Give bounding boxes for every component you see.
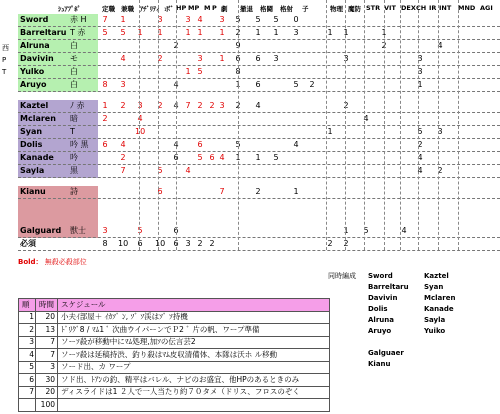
row-value: 1	[381, 28, 387, 37]
party-member	[368, 338, 428, 349]
party-column-1	[368, 272, 428, 371]
row-divider	[18, 250, 500, 251]
col-divider	[326, 0, 327, 250]
table-row	[0, 139, 500, 152]
row-value: 1	[343, 226, 349, 235]
row-job: 白	[70, 41, 78, 50]
row-value: 10	[118, 239, 129, 248]
schedule-time: 20	[45, 312, 55, 321]
row-value: 4	[173, 140, 179, 149]
hdr-17: STR	[366, 4, 381, 12]
schedule-row	[19, 336, 329, 349]
row-value: 3	[185, 239, 191, 248]
schedule-text: ソーｿ殺は延稿持渋、釣り殺はﾏﾑ皮収清備体、本隊は沃ホ ル移動	[61, 349, 278, 359]
row-name: Mclaren	[20, 114, 56, 123]
row-job: 暗	[70, 114, 78, 123]
row-value: 3	[219, 15, 225, 24]
hdr-8: P	[212, 4, 217, 12]
col-divider	[438, 0, 439, 250]
row-value: 2	[381, 41, 387, 50]
row-value: 3	[120, 80, 126, 89]
schedule-time: 30	[45, 374, 55, 384]
row-name: Syan	[20, 127, 43, 136]
hdr-15: 物理	[330, 5, 343, 13]
schedule-row	[19, 311, 329, 324]
schedule-text: ディスライドは1 ２人で一人当たり約７０タメ（ドリス、フロスのぞく	[61, 387, 300, 396]
schedule-order: 6	[29, 374, 34, 384]
row-value: 1	[273, 28, 279, 37]
row-value: 6	[173, 226, 179, 235]
party-label: 同時編成	[328, 272, 356, 280]
row-job: 白	[70, 80, 78, 89]
row-value: 2	[120, 153, 126, 162]
row-value: 2	[209, 239, 215, 248]
col-divider	[158, 0, 159, 250]
side-label-1: 西	[2, 44, 9, 52]
party-member: Dolis	[368, 305, 388, 313]
row-value: 3	[102, 226, 108, 235]
party-member: Yuiko	[424, 327, 446, 335]
row-value: 6	[197, 140, 203, 149]
row-value: 6	[209, 153, 215, 162]
row-value: 5	[197, 153, 203, 162]
row-value: 5	[363, 226, 369, 235]
row-value: 8	[235, 67, 241, 76]
party-member: Syan	[424, 283, 444, 291]
hdr-5: HP	[176, 4, 187, 12]
row-value: 3	[293, 28, 299, 37]
row-value: 3	[137, 101, 143, 110]
row-value: 3	[157, 15, 163, 24]
row-value: 1	[327, 127, 333, 136]
schedule-text: 小夫ｲ部屋＋ ｲｶｿﾞ ﾝ, ｿﾞ ｿ渓はｿﾞ ｿ持機	[61, 312, 188, 321]
row-value: 2	[309, 80, 315, 89]
row-value: 5	[255, 15, 261, 24]
row-job: 詩	[70, 187, 78, 196]
party-member: Sword	[368, 272, 393, 280]
row-divider	[18, 91, 500, 92]
table-row	[0, 66, 500, 79]
row-value: 4	[417, 153, 423, 162]
row-value: 5	[293, 80, 299, 89]
bold-note	[18, 258, 87, 267]
row-job: 赤 H	[70, 15, 87, 24]
table-row	[0, 152, 500, 165]
row-value: 1	[185, 67, 191, 76]
row-value: 2	[235, 28, 241, 37]
row-job: ﾉ 赤	[70, 101, 85, 110]
table-row	[0, 100, 500, 113]
row-job: 黒	[70, 166, 78, 175]
row-value: 1	[327, 28, 333, 37]
row-name: Aruyo	[20, 80, 47, 89]
row-value: 5	[273, 15, 279, 24]
schedule-order: 5	[29, 362, 34, 371]
row-value: 3	[417, 67, 423, 76]
schedule-row	[19, 399, 329, 411]
row-value: 6	[137, 239, 143, 248]
row-job: 吟	[70, 153, 78, 162]
row-value: 8	[102, 239, 108, 248]
row-job: 白	[70, 67, 78, 76]
row-value: 4	[417, 166, 423, 175]
schedule-header-order: 順	[22, 300, 30, 309]
row-value: 1	[235, 80, 241, 89]
row-value: 2	[157, 101, 163, 110]
row-divider	[18, 198, 500, 199]
row-value: 4	[173, 80, 179, 89]
row-value: 2	[343, 239, 349, 248]
row-value: 5	[273, 153, 279, 162]
table-row	[0, 53, 500, 66]
table-row	[0, 165, 500, 178]
row-name: Barreltaru	[20, 28, 67, 37]
row-value: 6	[157, 187, 163, 196]
row-value: 7	[219, 187, 225, 196]
col-divider	[384, 0, 385, 250]
row-value: 9	[235, 41, 241, 50]
row-job: 獣士	[70, 226, 86, 235]
row-value: 1	[102, 101, 108, 110]
schedule-time: 7	[50, 349, 55, 359]
side-label-2: P	[2, 56, 7, 64]
row-value: 6	[173, 239, 179, 248]
row-value: 5	[102, 28, 108, 37]
row-value: 0	[293, 15, 299, 24]
schedule-row	[19, 361, 329, 374]
row-value: 2	[120, 101, 126, 110]
row-value: 4	[120, 140, 126, 149]
schedule-order: 1	[29, 312, 34, 321]
hdr-1: 定職	[102, 5, 115, 13]
col-divider	[176, 0, 177, 250]
schedule-table	[18, 298, 330, 412]
row-value: 3	[197, 54, 203, 63]
row-value: 6	[255, 54, 261, 63]
row-value: 4	[401, 226, 407, 235]
row-value: 3	[273, 54, 279, 63]
side-label-3: T	[2, 68, 7, 76]
row-value: 6	[173, 153, 179, 162]
hdr-6: MP	[188, 4, 200, 12]
row-value: 1	[137, 28, 143, 37]
row-value: 10	[135, 127, 146, 136]
hdr-7: M	[204, 4, 211, 12]
hdr-18: VIT	[384, 4, 396, 12]
row-value: 2	[102, 114, 108, 123]
row-value: 2	[255, 187, 261, 196]
party-member: Kanade	[424, 305, 454, 313]
row-value: 3	[437, 127, 443, 136]
row-value: 6	[255, 80, 261, 89]
schedule-time: 13	[45, 324, 55, 334]
row-job: モ	[70, 54, 78, 63]
schedule-row	[19, 349, 329, 362]
row-job: 吟 黒	[70, 140, 89, 149]
party-column-2	[424, 272, 484, 338]
row-value: 5	[197, 67, 203, 76]
row-name: Galguard	[20, 226, 62, 235]
party-member: Mclaren	[424, 294, 456, 302]
row-value: 5	[235, 15, 241, 24]
bold-note-text: 無殺必殺部位	[44, 258, 87, 266]
row-value: 1	[235, 153, 241, 162]
schedule-header-time: 時間	[39, 300, 54, 309]
hdr-24: AGI	[480, 4, 493, 12]
row-value: 1	[255, 153, 261, 162]
table-row	[0, 225, 500, 238]
table-row	[0, 40, 500, 53]
row-value: 3	[343, 54, 349, 63]
row-name: Yulko	[20, 67, 45, 76]
row-value: 4	[437, 41, 443, 50]
row-value: 4	[173, 101, 179, 110]
row-value: 4	[255, 101, 261, 110]
row-name: Dolis	[20, 140, 43, 149]
row-value: 6	[102, 140, 108, 149]
col-divider	[418, 0, 419, 250]
row-divider	[18, 177, 500, 178]
row-value: 3	[185, 15, 191, 24]
schedule-time: 100	[40, 399, 55, 409]
schedule-text: ソーｿ殺が移動中にﾏﾑ処理,加ｿの伝言芸2	[61, 337, 196, 346]
col-divider	[400, 0, 401, 250]
schedule-row	[19, 324, 329, 337]
hdr-23: MND	[458, 4, 476, 12]
row-value: 2	[197, 239, 203, 248]
hdr-11: 格闘	[260, 5, 273, 13]
row-value: 2	[417, 140, 423, 149]
row-value: 1	[197, 28, 203, 37]
row-value: 2	[235, 101, 241, 110]
hdr-2: 兼職	[121, 5, 134, 13]
party-member: Sayla	[424, 316, 446, 324]
row-value: 4	[120, 54, 126, 63]
row-job: T 赤	[70, 28, 86, 37]
row-value: 4	[293, 140, 299, 149]
row-name: Sayla	[20, 166, 45, 175]
col-divider	[238, 0, 239, 250]
schedule-divider	[35, 299, 36, 411]
row-name: 必須	[20, 239, 36, 248]
hdr-20: CH	[416, 4, 427, 12]
schedule-order: 7	[29, 387, 34, 396]
schedule-order: 3	[29, 337, 34, 346]
table-row	[0, 186, 500, 199]
party-member: Galguaer	[368, 349, 404, 357]
row-value: 1	[120, 15, 126, 24]
row-value: 2	[157, 54, 163, 63]
party-member: Alruna	[368, 316, 394, 324]
schedule-order: 4	[29, 349, 34, 359]
row-value: 2	[327, 239, 333, 248]
col-divider	[345, 0, 346, 250]
row-value: 1	[219, 54, 225, 63]
row-value: 10	[155, 239, 166, 248]
row-value: 4	[137, 114, 143, 123]
row-value: 3	[219, 101, 225, 110]
row-value: 7	[120, 166, 126, 175]
row-value: 4	[219, 153, 225, 162]
row-value: 5	[235, 140, 241, 149]
schedule-text: ﾄﾞﾘｸﾞ8 / ﾏﾑ1 ﾞ 次曲ウイパーンでＰ2 ﾞ 片の帆、ワープ準備	[61, 324, 260, 334]
table-row	[0, 238, 500, 251]
schedule-row	[19, 374, 329, 387]
row-value: 2	[209, 101, 215, 110]
row-value: 2	[343, 101, 349, 110]
col-divider	[139, 0, 140, 250]
row-name: Davivin	[20, 54, 54, 63]
hdr-9: 劇	[221, 5, 228, 13]
hdr-12: 格射	[280, 5, 293, 13]
party-member: Kaztel	[424, 272, 449, 280]
row-value: 1	[255, 28, 261, 37]
hdr-16: 魔防	[348, 5, 361, 13]
row-value: 4	[363, 114, 369, 123]
schedule-header-text: スケジュール	[61, 300, 106, 309]
hdr-19: DEX	[401, 4, 416, 12]
schedule-divider	[57, 299, 58, 411]
row-value: 4	[197, 15, 203, 24]
hdr-10: 撤退	[240, 5, 253, 13]
row-value: 5	[120, 28, 126, 37]
schedule-row	[19, 386, 329, 399]
col-divider	[458, 0, 459, 250]
table-row	[0, 14, 500, 27]
schedule-text	[61, 399, 327, 411]
schedule-text: ソド出、ﾄｱﾝの釣、精平はバレル、ナビのお盛宜、他HPのあるときのみ	[61, 374, 300, 384]
table-row	[0, 27, 500, 40]
row-value: 7	[185, 101, 191, 110]
row-value: 1	[343, 28, 349, 37]
row-value: 7	[102, 15, 108, 24]
table-row	[0, 79, 500, 92]
hdr-0: ｼｭｱﾌﾟﾎﾟ	[58, 5, 81, 13]
schedule-order: 2	[29, 324, 34, 334]
row-value: 5	[137, 226, 143, 235]
row-value: 1	[417, 80, 423, 89]
hdr-4: ボﾞ	[164, 5, 174, 13]
row-value: 1	[185, 28, 191, 37]
row-name: Kanade	[20, 153, 54, 162]
party-member: Barreltaru	[368, 283, 409, 291]
schedule-order	[22, 399, 34, 411]
row-value: 2	[437, 166, 443, 175]
row-value: 1	[293, 187, 299, 196]
row-name: Sword	[20, 15, 49, 24]
row-value: 6	[235, 54, 241, 63]
schedule-time: 3	[50, 362, 55, 371]
bold-note-label: Bold：	[18, 258, 43, 266]
row-value: 2	[197, 101, 203, 110]
party-member: Kianu	[368, 360, 391, 368]
row-name: Kaztel	[20, 101, 49, 110]
row-job: T	[70, 127, 75, 136]
row-value: 4	[185, 166, 191, 175]
row-value: 1	[219, 28, 225, 37]
row-value: 2	[173, 41, 179, 50]
col-divider	[364, 0, 365, 250]
schedule-text: ソード出、カ ワープ	[61, 362, 131, 371]
hdr-13: 子	[302, 5, 309, 13]
row-value: 3	[417, 54, 423, 63]
row-name: Kianu	[20, 187, 46, 196]
table-row	[0, 126, 500, 139]
hdr-3: ｱﾁﾞﾘﾃｨ	[140, 5, 160, 13]
row-value: 1	[157, 28, 163, 37]
party-member: Aruyo	[368, 327, 392, 335]
hdr-22: INT	[439, 4, 452, 12]
hdr-21: IR	[429, 4, 437, 12]
table-row	[0, 113, 500, 126]
schedule-time: 20	[45, 387, 55, 396]
row-value: 8	[102, 80, 108, 89]
row-value: 5	[157, 166, 163, 175]
row-name: Alruna	[20, 41, 50, 50]
schedule-time: 7	[50, 337, 55, 346]
row-value: 5	[417, 127, 423, 136]
party-member: Davivin	[368, 294, 398, 302]
